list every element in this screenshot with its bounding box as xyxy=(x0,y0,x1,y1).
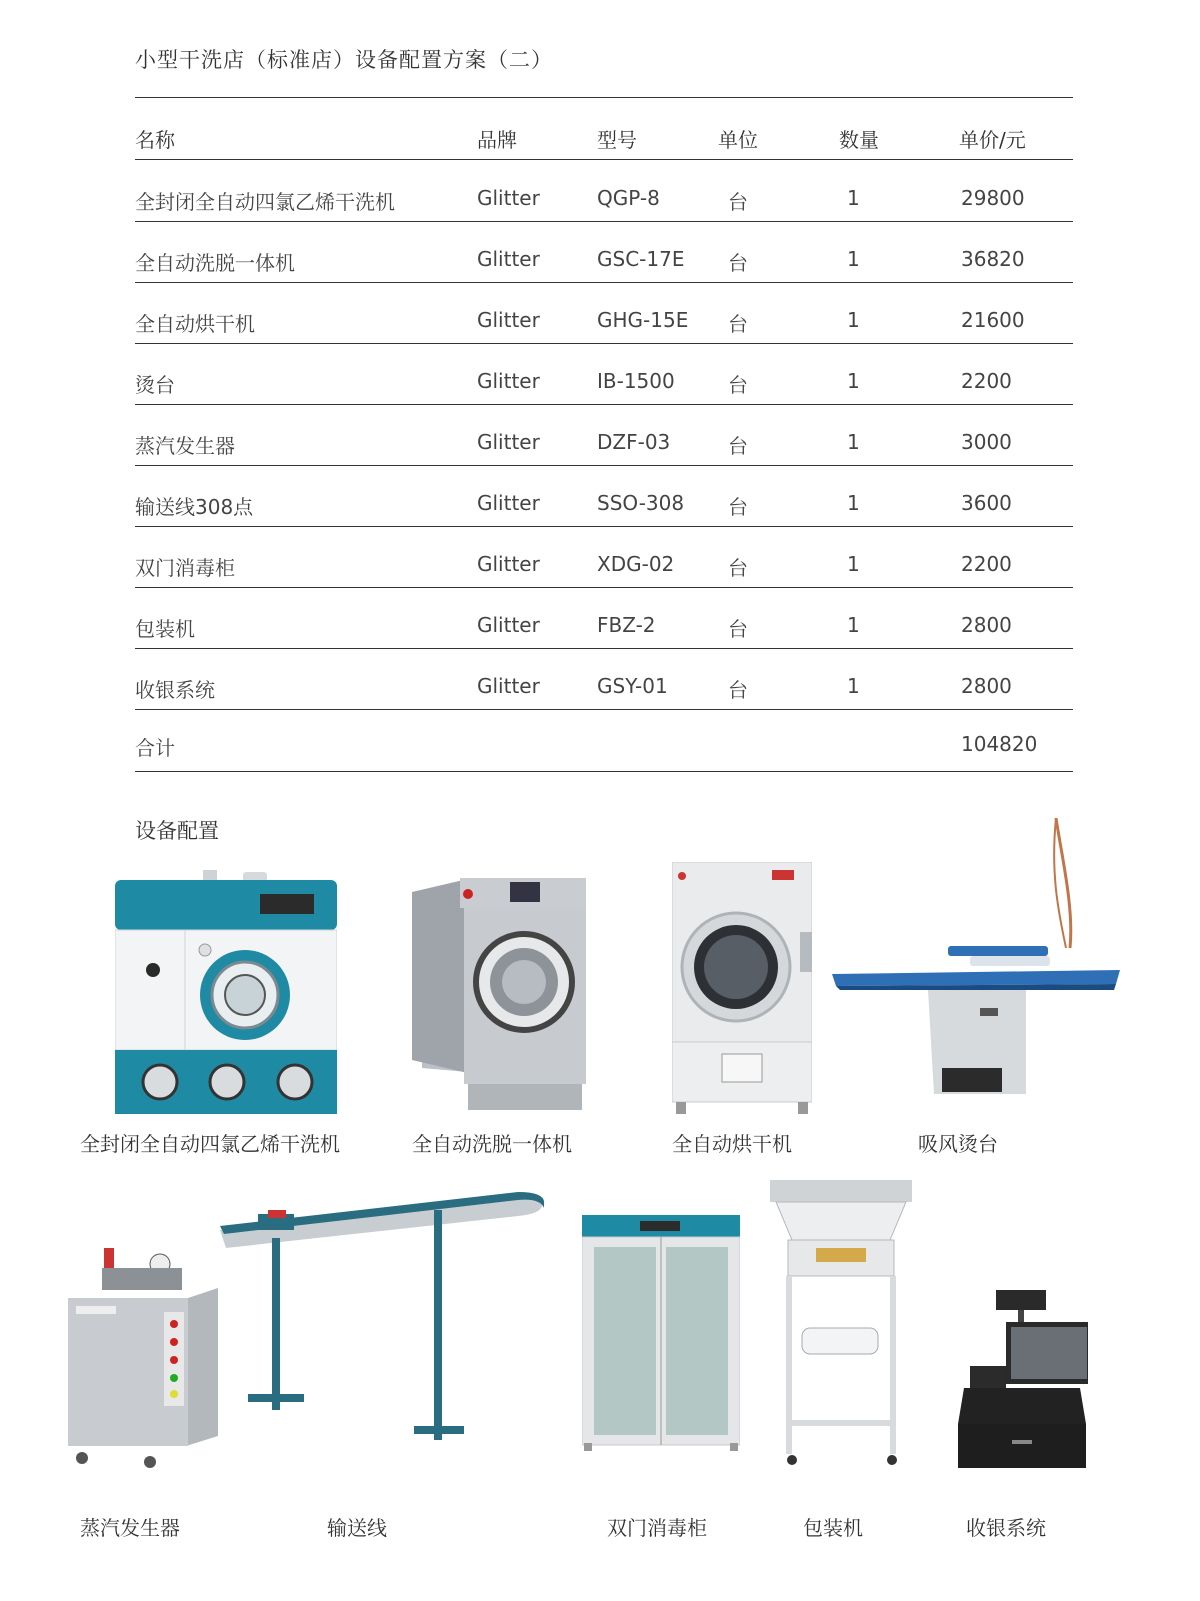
cell-qty: 1 xyxy=(847,308,860,332)
row-divider xyxy=(135,465,1073,466)
cell-brand: Glitter xyxy=(477,247,540,271)
cell-name: 全自动洗脱一体机 xyxy=(135,251,295,275)
cell-name: 收银系统 xyxy=(135,678,215,702)
cell-name: 双门消毒柜 xyxy=(135,556,235,580)
cell-qty: 1 xyxy=(847,369,860,393)
cell-model: GHG-15E xyxy=(597,308,689,332)
cell-brand: Glitter xyxy=(477,491,540,515)
steam-generator-icon xyxy=(68,1248,224,1476)
cell-brand: Glitter xyxy=(477,186,540,210)
row-divider xyxy=(135,587,1073,588)
cell-name: 全自动烘干机 xyxy=(135,312,255,336)
header-model: 型号 xyxy=(597,128,637,152)
cell-unit: 台 xyxy=(728,556,748,580)
cell-unit: 台 xyxy=(728,251,748,275)
cell-price: 2800 xyxy=(961,674,1012,698)
cell-model: FBZ-2 xyxy=(597,613,656,637)
packaging-machine-icon xyxy=(770,1180,912,1468)
cell-model: GSY-01 xyxy=(597,674,668,698)
cell-model: XDG-02 xyxy=(597,552,675,576)
caption-pos-system: 收银系统 xyxy=(966,1516,1046,1540)
tumble-dryer-icon xyxy=(672,862,812,1114)
cell-unit: 台 xyxy=(728,373,748,397)
cell-name: 输送线308点 xyxy=(135,495,254,519)
conveyor-line-icon xyxy=(218,1190,548,1452)
header-name: 名称 xyxy=(135,128,175,152)
title-divider xyxy=(135,97,1073,98)
caption-washer-extractor: 全自动洗脱一体机 xyxy=(412,1132,572,1156)
row-divider xyxy=(135,648,1073,649)
vacuum-ironing-table-icon xyxy=(830,818,1120,1108)
cell-brand: Glitter xyxy=(477,308,540,332)
cell-price: 21600 xyxy=(961,308,1025,332)
header-qty: 数量 xyxy=(839,128,879,152)
caption-dryer: 全自动烘干机 xyxy=(672,1132,792,1156)
cell-brand: Glitter xyxy=(477,552,540,576)
cell-name: 包装机 xyxy=(135,617,195,641)
cell-qty: 1 xyxy=(847,186,860,210)
cell-price: 3000 xyxy=(961,430,1012,454)
cell-brand: Glitter xyxy=(477,430,540,454)
row-divider xyxy=(135,709,1073,710)
header-brand: 品牌 xyxy=(477,128,517,152)
cell-unit: 台 xyxy=(728,190,748,214)
cell-unit: 台 xyxy=(728,434,748,458)
caption-ironing-table: 吸风烫台 xyxy=(918,1132,998,1156)
caption-steam-generator: 蒸汽发生器 xyxy=(80,1516,180,1540)
cell-price: 2200 xyxy=(961,552,1012,576)
row-divider xyxy=(135,404,1073,405)
cell-price: 2800 xyxy=(961,613,1012,637)
header-price: 单价/元 xyxy=(959,128,1026,152)
cell-unit: 台 xyxy=(728,312,748,336)
cell-model: IB-1500 xyxy=(597,369,675,393)
caption-disinfection-cabinet: 双门消毒柜 xyxy=(607,1516,707,1540)
cell-model: DZF-03 xyxy=(597,430,671,454)
washer-extractor-icon xyxy=(412,878,592,1110)
disinfection-cabinet-icon xyxy=(582,1215,740,1451)
cell-unit: 台 xyxy=(728,495,748,519)
dry-cleaning-machine-icon xyxy=(115,870,337,1114)
section-title: 设备配置 xyxy=(135,819,219,843)
cell-brand: Glitter xyxy=(477,369,540,393)
caption-conveyor: 输送线 xyxy=(327,1516,387,1540)
cell-price: 3600 xyxy=(961,491,1012,515)
caption-dry-cleaner: 全封闭全自动四氯乙烯干洗机 xyxy=(80,1132,340,1156)
cell-unit: 台 xyxy=(728,617,748,641)
cell-qty: 1 xyxy=(847,491,860,515)
cell-brand: Glitter xyxy=(477,613,540,637)
caption-packaging-machine: 包装机 xyxy=(803,1516,863,1540)
header-unit: 单位 xyxy=(718,128,758,152)
total-value: 104820 xyxy=(961,732,1038,756)
cell-qty: 1 xyxy=(847,613,860,637)
header-divider xyxy=(135,159,1073,160)
pos-system-icon xyxy=(956,1290,1088,1472)
cell-name: 烫台 xyxy=(135,373,175,397)
cell-name: 全封闭全自动四氯乙烯干洗机 xyxy=(135,190,395,214)
cell-model: SSO-308 xyxy=(597,491,685,515)
cell-model: GSC-17E xyxy=(597,247,685,271)
cell-qty: 1 xyxy=(847,552,860,576)
row-divider xyxy=(135,343,1073,344)
cell-qty: 1 xyxy=(847,247,860,271)
cell-qty: 1 xyxy=(847,430,860,454)
cell-name: 蒸汽发生器 xyxy=(135,434,235,458)
cell-model: QGP-8 xyxy=(597,186,660,210)
total-label: 合计 xyxy=(135,736,175,760)
page-title: 小型干洗店（标准店）设备配置方案（二） xyxy=(135,48,553,72)
row-divider xyxy=(135,526,1073,527)
row-divider xyxy=(135,282,1073,283)
cell-price: 29800 xyxy=(961,186,1025,210)
table-bottom-divider xyxy=(135,771,1073,772)
cell-qty: 1 xyxy=(847,674,860,698)
cell-unit: 台 xyxy=(728,678,748,702)
cell-price: 36820 xyxy=(961,247,1025,271)
row-divider xyxy=(135,221,1073,222)
cell-brand: Glitter xyxy=(477,674,540,698)
cell-price: 2200 xyxy=(961,369,1012,393)
